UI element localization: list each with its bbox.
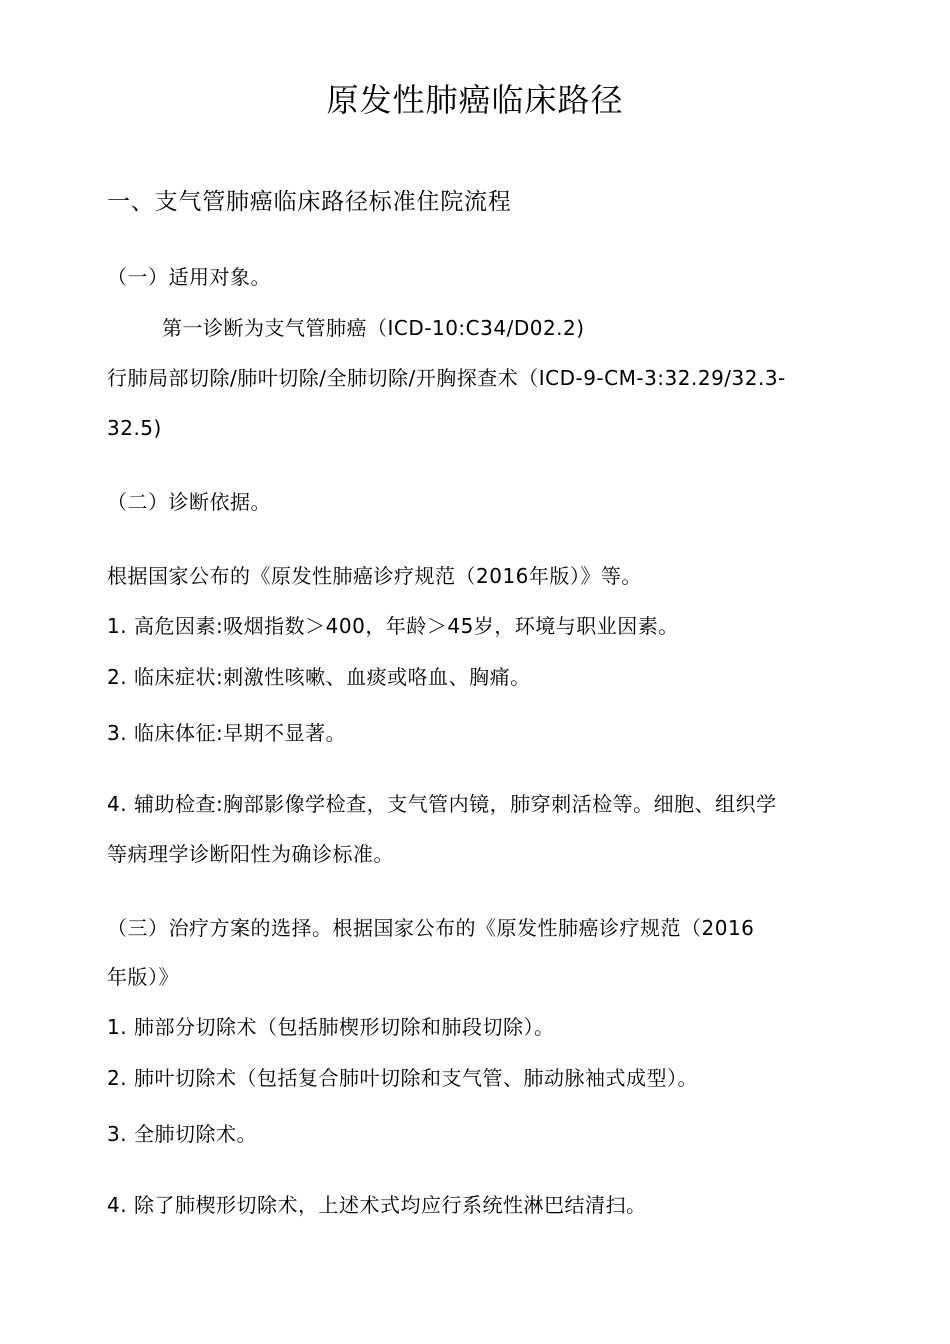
list-item-auxiliary-exams: 4. 辅助检查:胸部影像学检查，支气管内镜，肺穿刺活检等。细胞、组织学 bbox=[107, 792, 777, 816]
subsection-heading-treatment-choice: （三）治疗方案的选择。根据国家公布的《原发性肺癌诊疗规范（2016 bbox=[107, 916, 755, 940]
list-item-risk-factors: 1. 高危因素:吸烟指数＞400，年龄＞45岁，环境与职业因素。 bbox=[107, 614, 679, 638]
paragraph-surgery-codes: 行肺局部切除/肺叶切除/全肺切除/开胸探查术（ICD-9-CM-3:32.29/32.3- bbox=[107, 366, 786, 390]
paragraph-first-diagnosis: 第一诊断为支气管肺癌（ICD-10:C34/D02.2) bbox=[162, 316, 585, 340]
paragraph-surgery-codes-cont: 32.5) bbox=[107, 416, 162, 440]
subsection-heading-treatment-choice-cont: 年版）》 bbox=[107, 965, 179, 989]
subsection-heading-applicable-subjects: （一）适用对象。 bbox=[107, 265, 271, 289]
list-item-auxiliary-exams-cont: 等病理学诊断阳性为确诊标准。 bbox=[107, 842, 394, 866]
section-heading-1: 一、支气管肺癌临床路径标准住院流程 bbox=[107, 189, 512, 215]
list-item-clinical-symptoms: 2. 临床症状:刺激性咳嗽、血痰或咯血、胸痛。 bbox=[107, 665, 531, 689]
list-item-lobectomy: 2. 肺叶切除术（包括复合肺叶切除和支气管、肺动脉袖式成型）。 bbox=[107, 1066, 698, 1090]
list-item-pneumonectomy: 3. 全肺切除术。 bbox=[107, 1122, 257, 1146]
subsection-heading-diagnosis-basis: （二）诊断依据。 bbox=[107, 490, 271, 514]
paragraph-diagnosis-reference: 根据国家公布的《原发性肺癌诊疗规范（2016年版）》等。 bbox=[107, 564, 642, 588]
list-item-partial-resection: 1. 肺部分切除术（包括肺楔形切除和肺段切除）。 bbox=[107, 1015, 555, 1039]
list-item-lymph-node-dissection: 4. 除了肺楔形切除术，上述术式均应行系统性淋巴结清扫。 bbox=[107, 1193, 647, 1217]
page-title: 原发性肺癌临床路径 bbox=[326, 81, 624, 119]
list-item-clinical-signs: 3. 临床体征:早期不显著。 bbox=[107, 721, 347, 745]
